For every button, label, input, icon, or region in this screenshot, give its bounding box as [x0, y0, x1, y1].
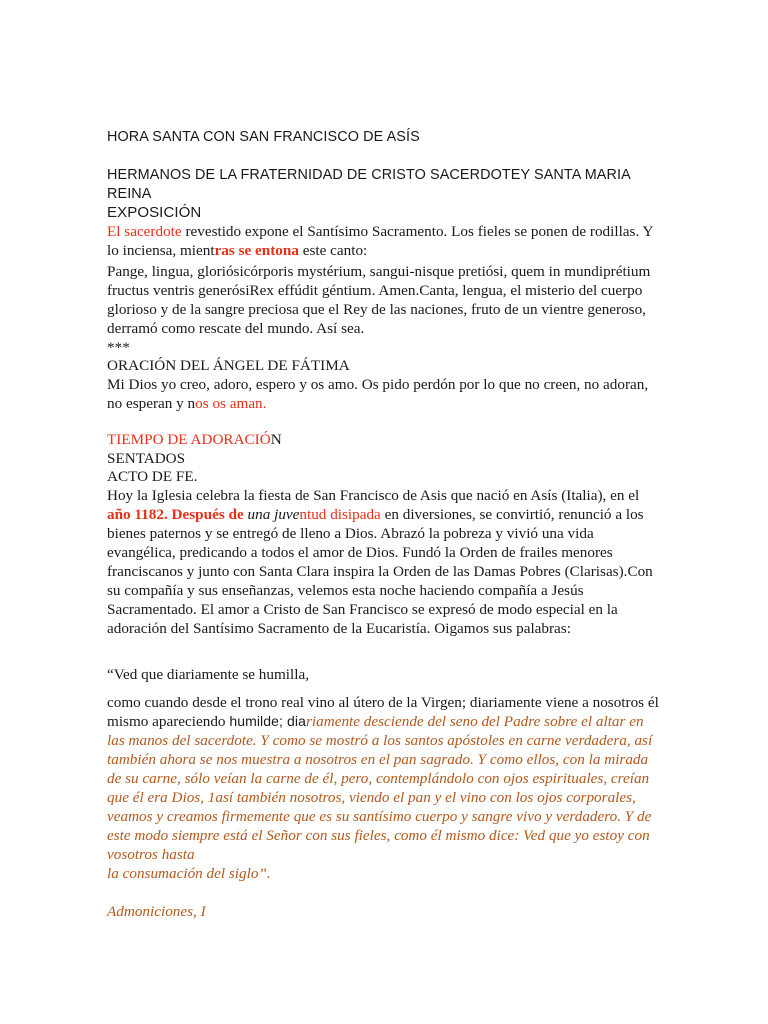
quote-line-6: de su carne, sólo veían la carne de él, pero, contemplándolo con ojos espirituales, creían [107, 770, 650, 787]
acto-de-fe-heading: ACTO DE FE. [107, 468, 198, 485]
quote-line-5: también ahora se nos muestra a nosotros en el pan sagrado. Y como ellos, con la mirada [107, 751, 649, 768]
plain-text: lo inciensa, mient [107, 242, 215, 259]
separator-stars: *** [107, 339, 130, 356]
red-text: TIEMPO DE ADORACIÓ [107, 431, 271, 448]
plain-text: no esperan y n [107, 395, 196, 412]
adoracion-paragraph-line-4: evangélica, predicando a todos el amor de Dios. Fundó la Orden de frailes menores [107, 544, 613, 561]
quote-source: Admoniciones, I [107, 903, 206, 920]
latin-line-2: fructus ventris generósiRex effúdit géntium. Amen.Canta, lengua, el misterio del cuerpo [107, 282, 643, 299]
exposicion-intro-line-1 [107, 222, 653, 241]
red-bold-text: ras se entona [214, 242, 299, 259]
fatima-line-2 [107, 394, 266, 413]
plain-text: revestido expone el Santísimo Sacramento. Los fieles se ponen de rodillas. Y [181, 223, 654, 240]
plain-text: en diversiones, se convirtió, renunció a los [380, 506, 644, 523]
exposicion-intro-line-2 [107, 241, 367, 260]
brotherhood-line-2: REINA [107, 186, 152, 202]
fatima-line-1: Mi Dios yo creo, adoro, espero y os amo. Os pido perdón por lo que no creen, no adoran, [107, 376, 649, 393]
adoracion-paragraph-line-5: franciscanos y junto con Santa Clara inspira la Orden de las Damas Pobres (Clarisas).Con [107, 563, 653, 580]
quote-line-3 [107, 712, 644, 731]
red-text: El sacerdote [107, 223, 182, 240]
spanish-line-2: derramó como rescate del mundo. Así sea. [107, 320, 365, 337]
brotherhood-line-1: HERMANOS DE LA FRATERNIDAD DE CRISTO SACERDOTEY SANTA MARIA [107, 167, 631, 183]
sans-text: humilde; dia [229, 713, 307, 729]
plain-text: este canto: [298, 242, 368, 259]
sentados-label: SENTADOS [107, 450, 186, 467]
spanish-line-1: glorioso y de la sangre preciosa que el Rey de las naciones, fruto de un vientre generoso, [107, 301, 646, 318]
plain-text: mismo apareciendo [107, 713, 230, 730]
adoracion-paragraph-line-8: adoración del Santísimo Sacramento de la Eucaristía. Oigamos sus palabras: [107, 620, 571, 637]
italic-text: una juve [243, 506, 300, 523]
red-text: ntud disipada [299, 506, 381, 523]
red-bold-text: año 1182. Después de [107, 506, 244, 523]
quote-line-4: las manos del sacerdote. Y como se mostró a los santos apóstoles en carne verdadera, así [107, 732, 653, 749]
plain-text: N [270, 431, 282, 448]
exposicion-heading: EXPOSICIÓN [107, 204, 202, 221]
adoracion-paragraph-line-6: su compañía y sus enseñanzas, velemos esta noche haciendo compañía a Jesús [107, 582, 584, 599]
adoracion-heading [107, 430, 282, 449]
quote-line-9: este modo siempre está el Señor con sus fieles, como él mismo dice: Ved que yo estoy con [107, 827, 650, 844]
adoracion-paragraph-line-1: Hoy la Iglesia celebra la fiesta de San Francisco de Asis que nació en Asís (Italia), en el [107, 487, 640, 504]
quote-line-10: vosotros hasta [107, 846, 195, 863]
brown-italic-text: riamente desciende del seno del Padre sobre el altar en [306, 713, 644, 730]
quote-line-7: que él era Dios, 1así también nosotros, viendo el pan y el vino con los ojos corporales, [107, 789, 636, 806]
adoracion-paragraph-line-2 [107, 505, 644, 524]
adoracion-paragraph-line-7: Sacramentado. El amor a Cristo de San Francisco se expresó de modo especial en la [107, 601, 618, 618]
document-title: HORA SANTA CON SAN FRANCISCO DE ASÍS [107, 129, 420, 145]
quote-line-1: “Ved que diariamente se humilla, [107, 666, 310, 683]
quote-line-8: veamos y creamos firmemente que es su santísimo cuerpo y sangre vivo y verdadero. Y de [107, 808, 652, 825]
latin-line-1: Pange, lingua, gloriósicórporis mystérium, sangui-nisque pretiósi, quem in mundiprétium [107, 263, 651, 280]
quote-line-11: la consumación del siglo”. [107, 865, 271, 882]
red-text: os os aman. [195, 395, 267, 412]
fatima-heading: ORACIÓN DEL ÁNGEL DE FÁTIMA [107, 357, 350, 374]
quote-line-2: como cuando desde el trono real vino al útero de la Virgen; diariamente viene a nosotros él [107, 694, 659, 711]
adoracion-paragraph-line-3: bienes paternos y se entregó de lleno a Dios. Abrazó la pobreza y vivió una vida [107, 525, 594, 542]
